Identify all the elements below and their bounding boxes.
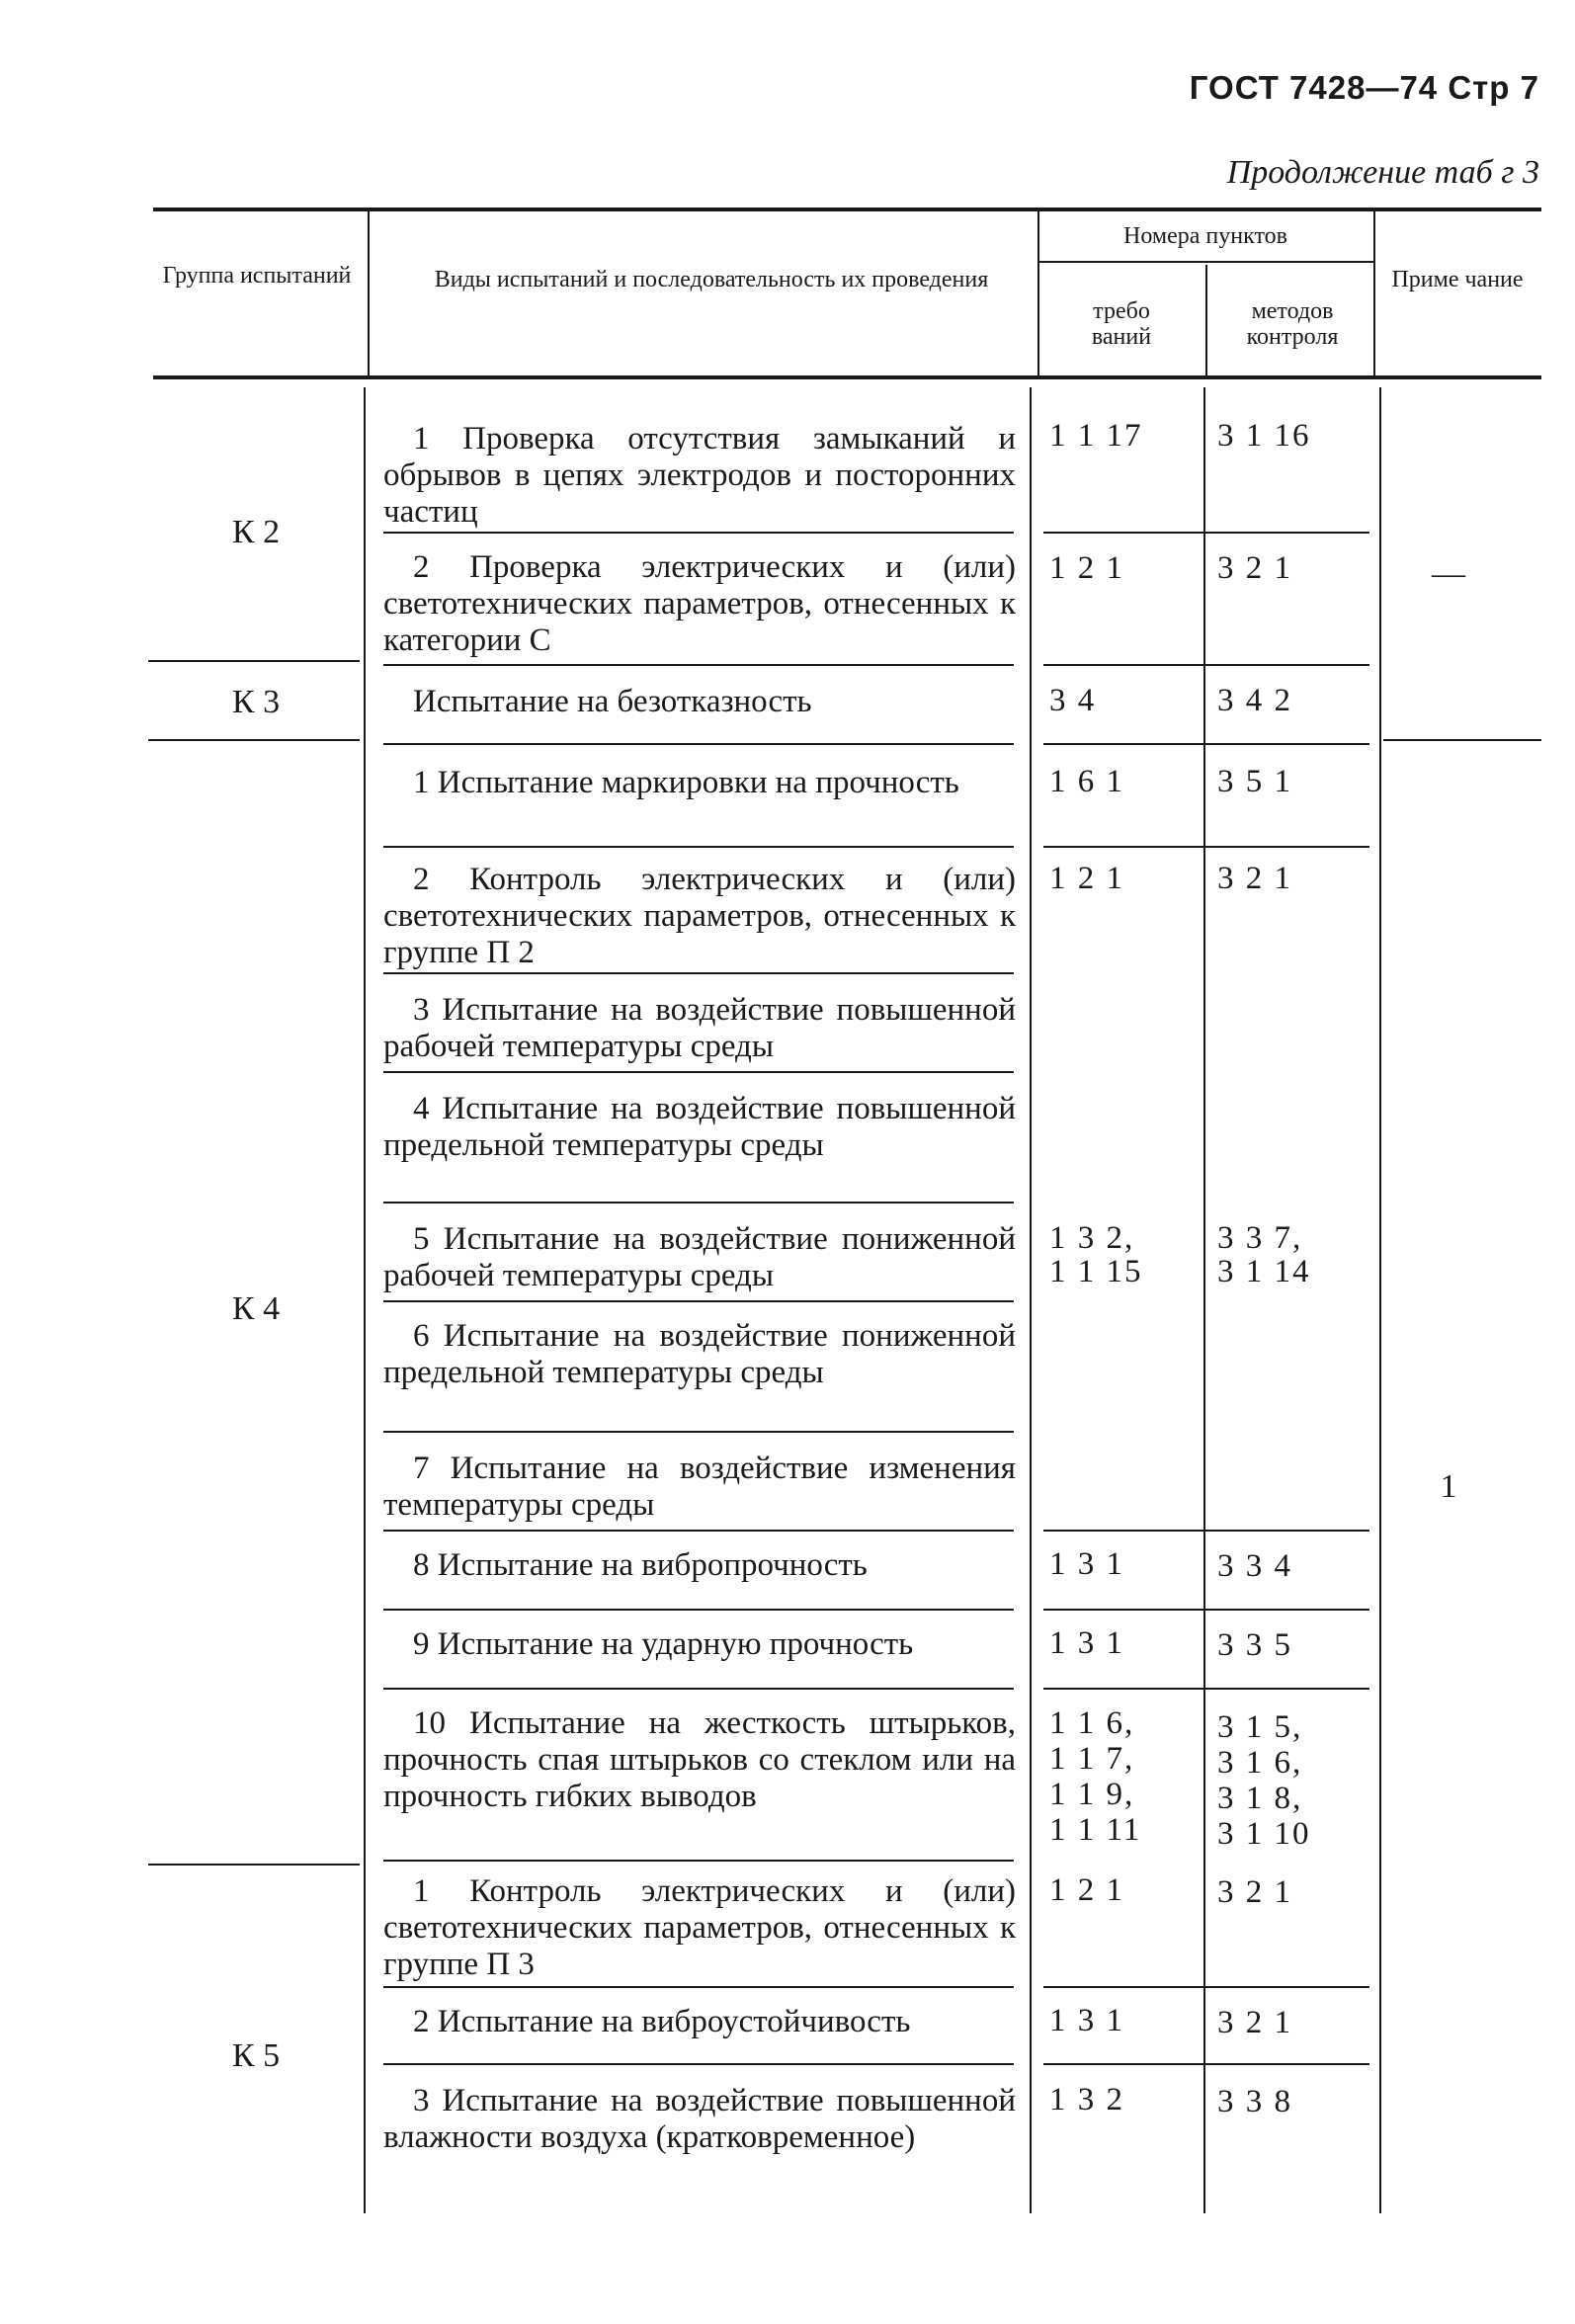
group-k5: К 5 [231,2037,281,2074]
header-group: Группа испытаний [162,263,352,289]
control-method-number: 3 4 2 [1217,683,1292,718]
group-separator-k3 [148,739,360,741]
row-separator [383,1530,1014,1532]
requirement-number: 1 2 1 [1049,861,1124,896]
requirement-number: 1 2 1 [1049,1872,1124,1908]
group-separator-k2 [148,660,360,662]
row-separator [383,1986,1014,1988]
test-kind: 1 Испытание маркировки на прочность [413,765,959,800]
requirement-number: 1 6 1 [1049,764,1124,799]
requirement-number: 1 3 2 [1049,2082,1124,2117]
requirement-number: 1 1 17 [1049,418,1143,454]
body-col-divider-2 [1030,387,1032,2213]
row-separator [383,1688,1014,1690]
requirement-number: 1 3 1 [1049,2003,1124,2038]
row-separator [383,1431,1014,1433]
row-separator [383,1071,1014,1073]
header-kinds: Виды испытаний и последовательность их проведения [434,267,989,292]
test-kind: 2 Проверка электрических и (или) светотехнических параметров, отнесенных к категории С [383,549,1016,658]
requirement-number: 1 3 1 [1049,1546,1124,1582]
row-separator-num [1043,664,1369,666]
control-method-number: 3 1 16 [1217,418,1311,454]
row-separator-num [1043,1609,1369,1611]
control-method-number: 3 5 1 [1217,764,1292,799]
test-kind: 5 Испытание на воздействие пониженной рабочей температуры среды [383,1221,1016,1293]
test-kind: 1 Контроль электрических и (или) светотехнических параметров, отнесенных к группе П 3 [383,1873,1016,1982]
row-separator-num [1043,1688,1369,1690]
table-continuation-label: Продолжение таб г 3 [1226,154,1539,191]
requirement-number: 1 3 2, 1 1 15 [1049,1220,1143,1289]
test-kind: 9 Испытание на ударную прочность [413,1626,914,1662]
group-separator-k4 [148,1864,360,1866]
control-method-number: 3 1 5, 3 1 6, 3 1 8, 3 1 10 [1217,1709,1311,1852]
body-col-divider-1 [364,387,366,2213]
row-separator-num [1043,1986,1369,1988]
test-kind: 10 Испытание на жесткость штырьков, прочность спая штырьков со стеклом или на прочность гибких выводов [383,1705,1016,1814]
requirement-number: 1 2 1 [1049,550,1124,586]
row-separator [383,2063,1014,2065]
requirement-number: 1 3 1 [1049,1625,1124,1661]
row-separator-num [1043,743,1369,745]
table-top-rule [153,208,1541,211]
requirement-number: 1 1 6, 1 1 7, 1 1 9, 1 1 11 [1049,1705,1142,1848]
test-kind: 8 Испытание на вибропрочность [413,1547,868,1583]
test-kind: 6 Испытание на воздействие пониженной предельной температуры среды [383,1318,1016,1390]
control-method-number: 3 2 1 [1217,2005,1292,2040]
test-kind: 4 Испытание на воздействие повышенной предельной температуры среды [383,1091,1016,1163]
row-separator [383,1609,1014,1611]
row-separator-num [1043,2063,1369,2065]
group-k4: К 4 [231,1290,281,1327]
group-k3: К 3 [231,684,281,720]
header-control-methods: методов контроля [1246,298,1339,350]
body-col-divider-3 [1203,387,1205,2213]
body-col-divider-4 [1379,387,1381,2213]
test-kind: 3 Испытание на воздействие повышенной влажности воздуха (кратковременное) [383,2083,1016,2155]
control-method-number: 3 3 7, 3 1 14 [1217,1220,1311,1289]
row-separator-num [1043,532,1369,534]
test-kind: 1 Проверка отсутствия замыканий и обрывов в цепях электродов и посторонних частиц [383,421,1016,530]
item-numbers-rule [1039,261,1373,263]
test-kind: 2 Испытание на виброустойчивость [413,2004,911,2039]
row-separator [383,1300,1014,1302]
note-k2: — [1432,555,1465,592]
group-k2: К 2 [231,514,281,550]
test-kind: 7 Испытание на воздействие изменения температуры среды [383,1451,1016,1523]
col-divider-3 [1205,265,1207,375]
row-separator [383,846,1014,848]
col-divider-4 [1373,211,1375,375]
col-divider-1 [368,211,370,375]
requirement-number: 3 4 [1049,683,1097,718]
header-requirements: требо ваний [1091,298,1152,350]
control-method-number: 3 2 1 [1217,550,1292,586]
header-item-numbers: Номера пунктов [1123,223,1287,249]
header-note: Приме чание [1391,267,1524,292]
control-method-number: 3 3 8 [1217,2084,1292,2119]
row-separator [383,743,1014,745]
test-kind: Испытание на безотказность [413,684,812,719]
test-kind: 2 Контроль электрических и (или) светотехнических параметров, отнесенных к группе П 2 [383,862,1016,970]
header-bottom-rule [153,375,1541,379]
control-method-number: 3 2 1 [1217,861,1292,896]
note-separator-k3 [1383,739,1541,741]
control-method-number: 3 3 5 [1217,1627,1292,1663]
row-separator-num [1043,846,1369,848]
row-separator [383,1860,1014,1862]
control-method-number: 3 3 4 [1217,1548,1292,1584]
row-separator-num [1043,1530,1369,1532]
test-kind: 3 Испытание на воздействие повышенной рабочей температуры среды [383,992,1016,1064]
row-separator [383,664,1014,666]
row-separator [383,532,1014,534]
col-divider-2 [1037,211,1039,375]
note-k4: 1 [1440,1468,1457,1505]
row-separator [383,972,1014,974]
page-header: ГОСТ 7428—74 Стр 7 [1189,69,1539,106]
control-method-number: 3 2 1 [1217,1874,1292,1910]
row-separator [383,1202,1014,1204]
